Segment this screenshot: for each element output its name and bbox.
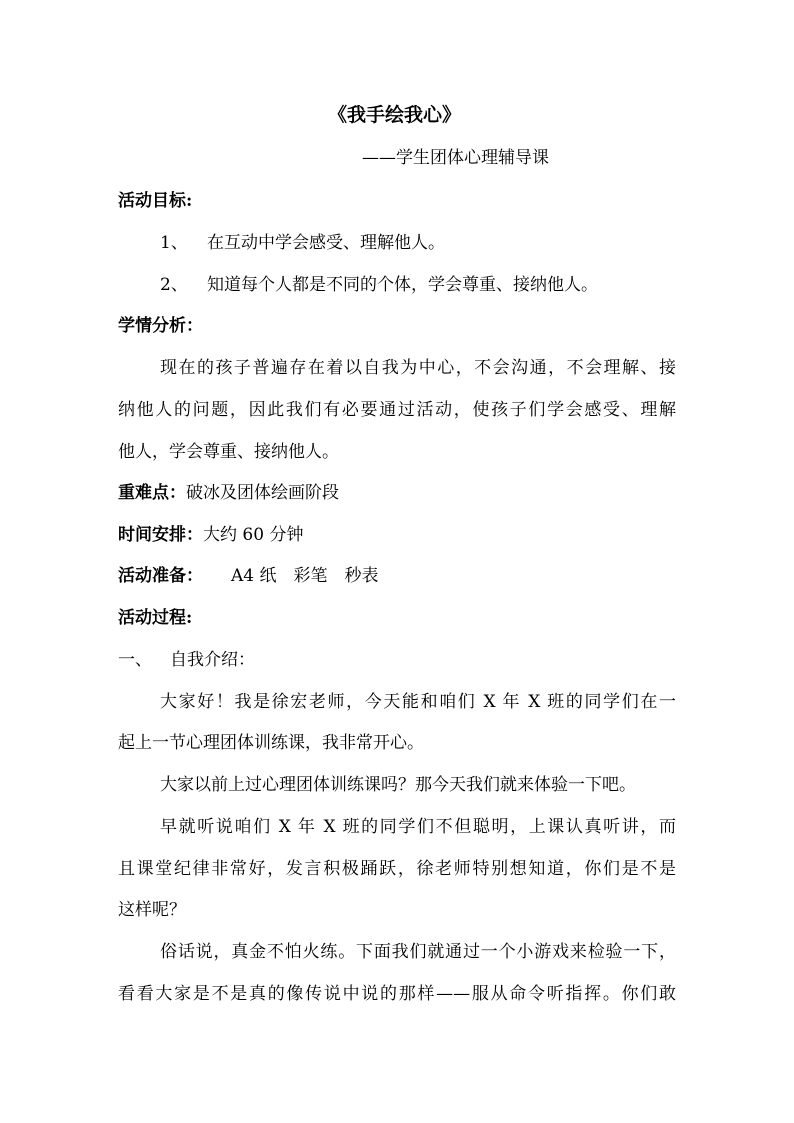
para-line-4: 早就听说咱们 X 年 X 班的同学们不但聪明，上课认真听讲，而 [160, 817, 676, 837]
analysis-line-1: 现在的孩子普遍存在着以自我为中心，不会沟通，不会理解、接 [160, 358, 676, 378]
para-line-8: 看看大家是不是真的像传说中说的那样——服从命令听指挥。你们敢 [118, 984, 676, 1004]
analysis-line-3: 他人，学会尊重、接纳他人。 [118, 442, 339, 462]
para-line-1: 大家好！我是徐宏老师，今天能和咱们 X 年 X 班的同学们在一 [160, 692, 676, 712]
goal-heading: 活动目标: [118, 191, 193, 211]
goal-item-2-text: 知道每个人都是不同的个体，学会尊重、接纳他人。 [207, 275, 598, 295]
goal-item-2-number: 2、 [160, 275, 188, 295]
time-value: 大约 60 分钟 [203, 525, 304, 545]
prep-label: 活动准备： [118, 566, 203, 586]
time-label: 时间安排： [118, 525, 203, 545]
doc-title: 《我手绘我心》 [328, 104, 462, 126]
prep-value: A4 纸 彩笔 秒表 [231, 566, 379, 586]
para-line-6: 这样呢？ [118, 900, 186, 920]
goal-item-1-text: 在互动中学会感受、理解他人。 [207, 233, 445, 253]
para-line-3: 大家以前上过心理团体训练课吗？那今天我们就来体验一下吧。 [160, 775, 636, 795]
para-line-7: 俗话说，真金不怕火练。下面我们就通过一个小游戏来检验一下， [160, 942, 676, 962]
key-point-label: 重难点： [118, 483, 186, 503]
analysis-line-2: 纳他人的问题，因此我们有必要通过活动，使孩子们学会感受、理解 [118, 400, 676, 420]
key-point-value: 破冰及团体绘画阶段 [186, 483, 339, 503]
doc-subtitle: ——学生团体心理辅导课 [362, 148, 549, 168]
section-1-number: 一、 [118, 650, 152, 670]
para-line-2: 起上一节心理团体训练课，我非常开心。 [118, 733, 424, 753]
section-1-title: 自我介绍： [170, 650, 255, 670]
analysis-heading: 学情分析： [118, 316, 203, 336]
process-heading: 活动过程: [118, 608, 193, 628]
para-line-5: 且课堂纪律非常好，发言积极踊跃，徐老师特别想知道，你们是不是 [118, 859, 676, 879]
goal-item-1-number: 1、 [160, 233, 188, 253]
